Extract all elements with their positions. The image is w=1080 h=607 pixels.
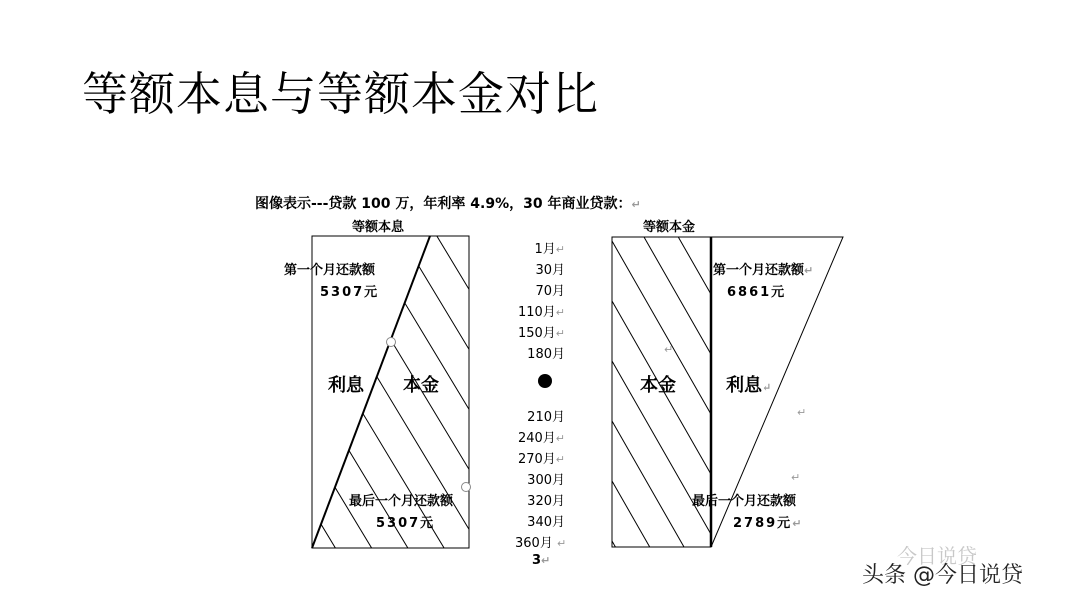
right-interest-label: 利息↵: [726, 375, 772, 396]
watermark-ghost: 今日说贷: [897, 544, 977, 568]
page-number: 3↵: [532, 553, 551, 568]
right-last-label: 最后一个月还款额: [692, 494, 797, 509]
return-mark: ↵: [664, 343, 674, 356]
left-handle-top: [387, 338, 396, 347]
month-label: 110月↵: [517, 305, 565, 320]
month-label: 210月: [527, 410, 565, 425]
right-first-amount: 6861元: [727, 285, 787, 300]
month-label: 300月: [527, 473, 565, 488]
left-handle-bottom: [462, 483, 471, 492]
month-label: 340月: [527, 515, 565, 530]
return-mark: ↵: [797, 406, 807, 419]
left-first-label: 第一个月还款额: [284, 263, 376, 278]
left-last-label: 最后一个月还款额: [349, 494, 454, 509]
right-principal-label: 本金: [640, 375, 676, 396]
left-header: 等额本息: [352, 220, 405, 235]
page-title: 等额本息与等额本金对比: [82, 67, 599, 121]
left-last-amount: 5307元: [376, 516, 436, 531]
month-label: 1月↵: [534, 242, 565, 257]
month-label: 320月: [527, 494, 565, 509]
month-label: 240月↵: [517, 431, 565, 446]
left-principal-label: 本金: [403, 375, 439, 396]
month-label: 270月↵: [517, 452, 565, 467]
return-mark: ↵: [791, 471, 801, 484]
month-label: 70月: [535, 284, 565, 299]
right-first-label: 第一个月还款额↵: [713, 263, 814, 278]
month-label: 360月 ↵: [515, 536, 567, 551]
month-label: 150月↵: [517, 326, 565, 341]
month-label: 30月: [535, 263, 565, 278]
left-first-amount: 5307元: [320, 285, 380, 300]
right-principal-hatch: [560, 0, 760, 607]
left-interest-label: 利息: [328, 375, 364, 396]
watermark: 头条 @今日说贷: [862, 563, 1023, 588]
timeline-ellipsis-dot: [538, 374, 552, 388]
right-header: 等额本金: [643, 220, 696, 235]
month-label: 180月: [527, 347, 565, 362]
diagram-caption: 图像表示---贷款 100 万，年利率 4.9%，30 年商业贷款：↵: [255, 196, 641, 212]
right-last-amount: 2789元↵: [733, 516, 804, 531]
